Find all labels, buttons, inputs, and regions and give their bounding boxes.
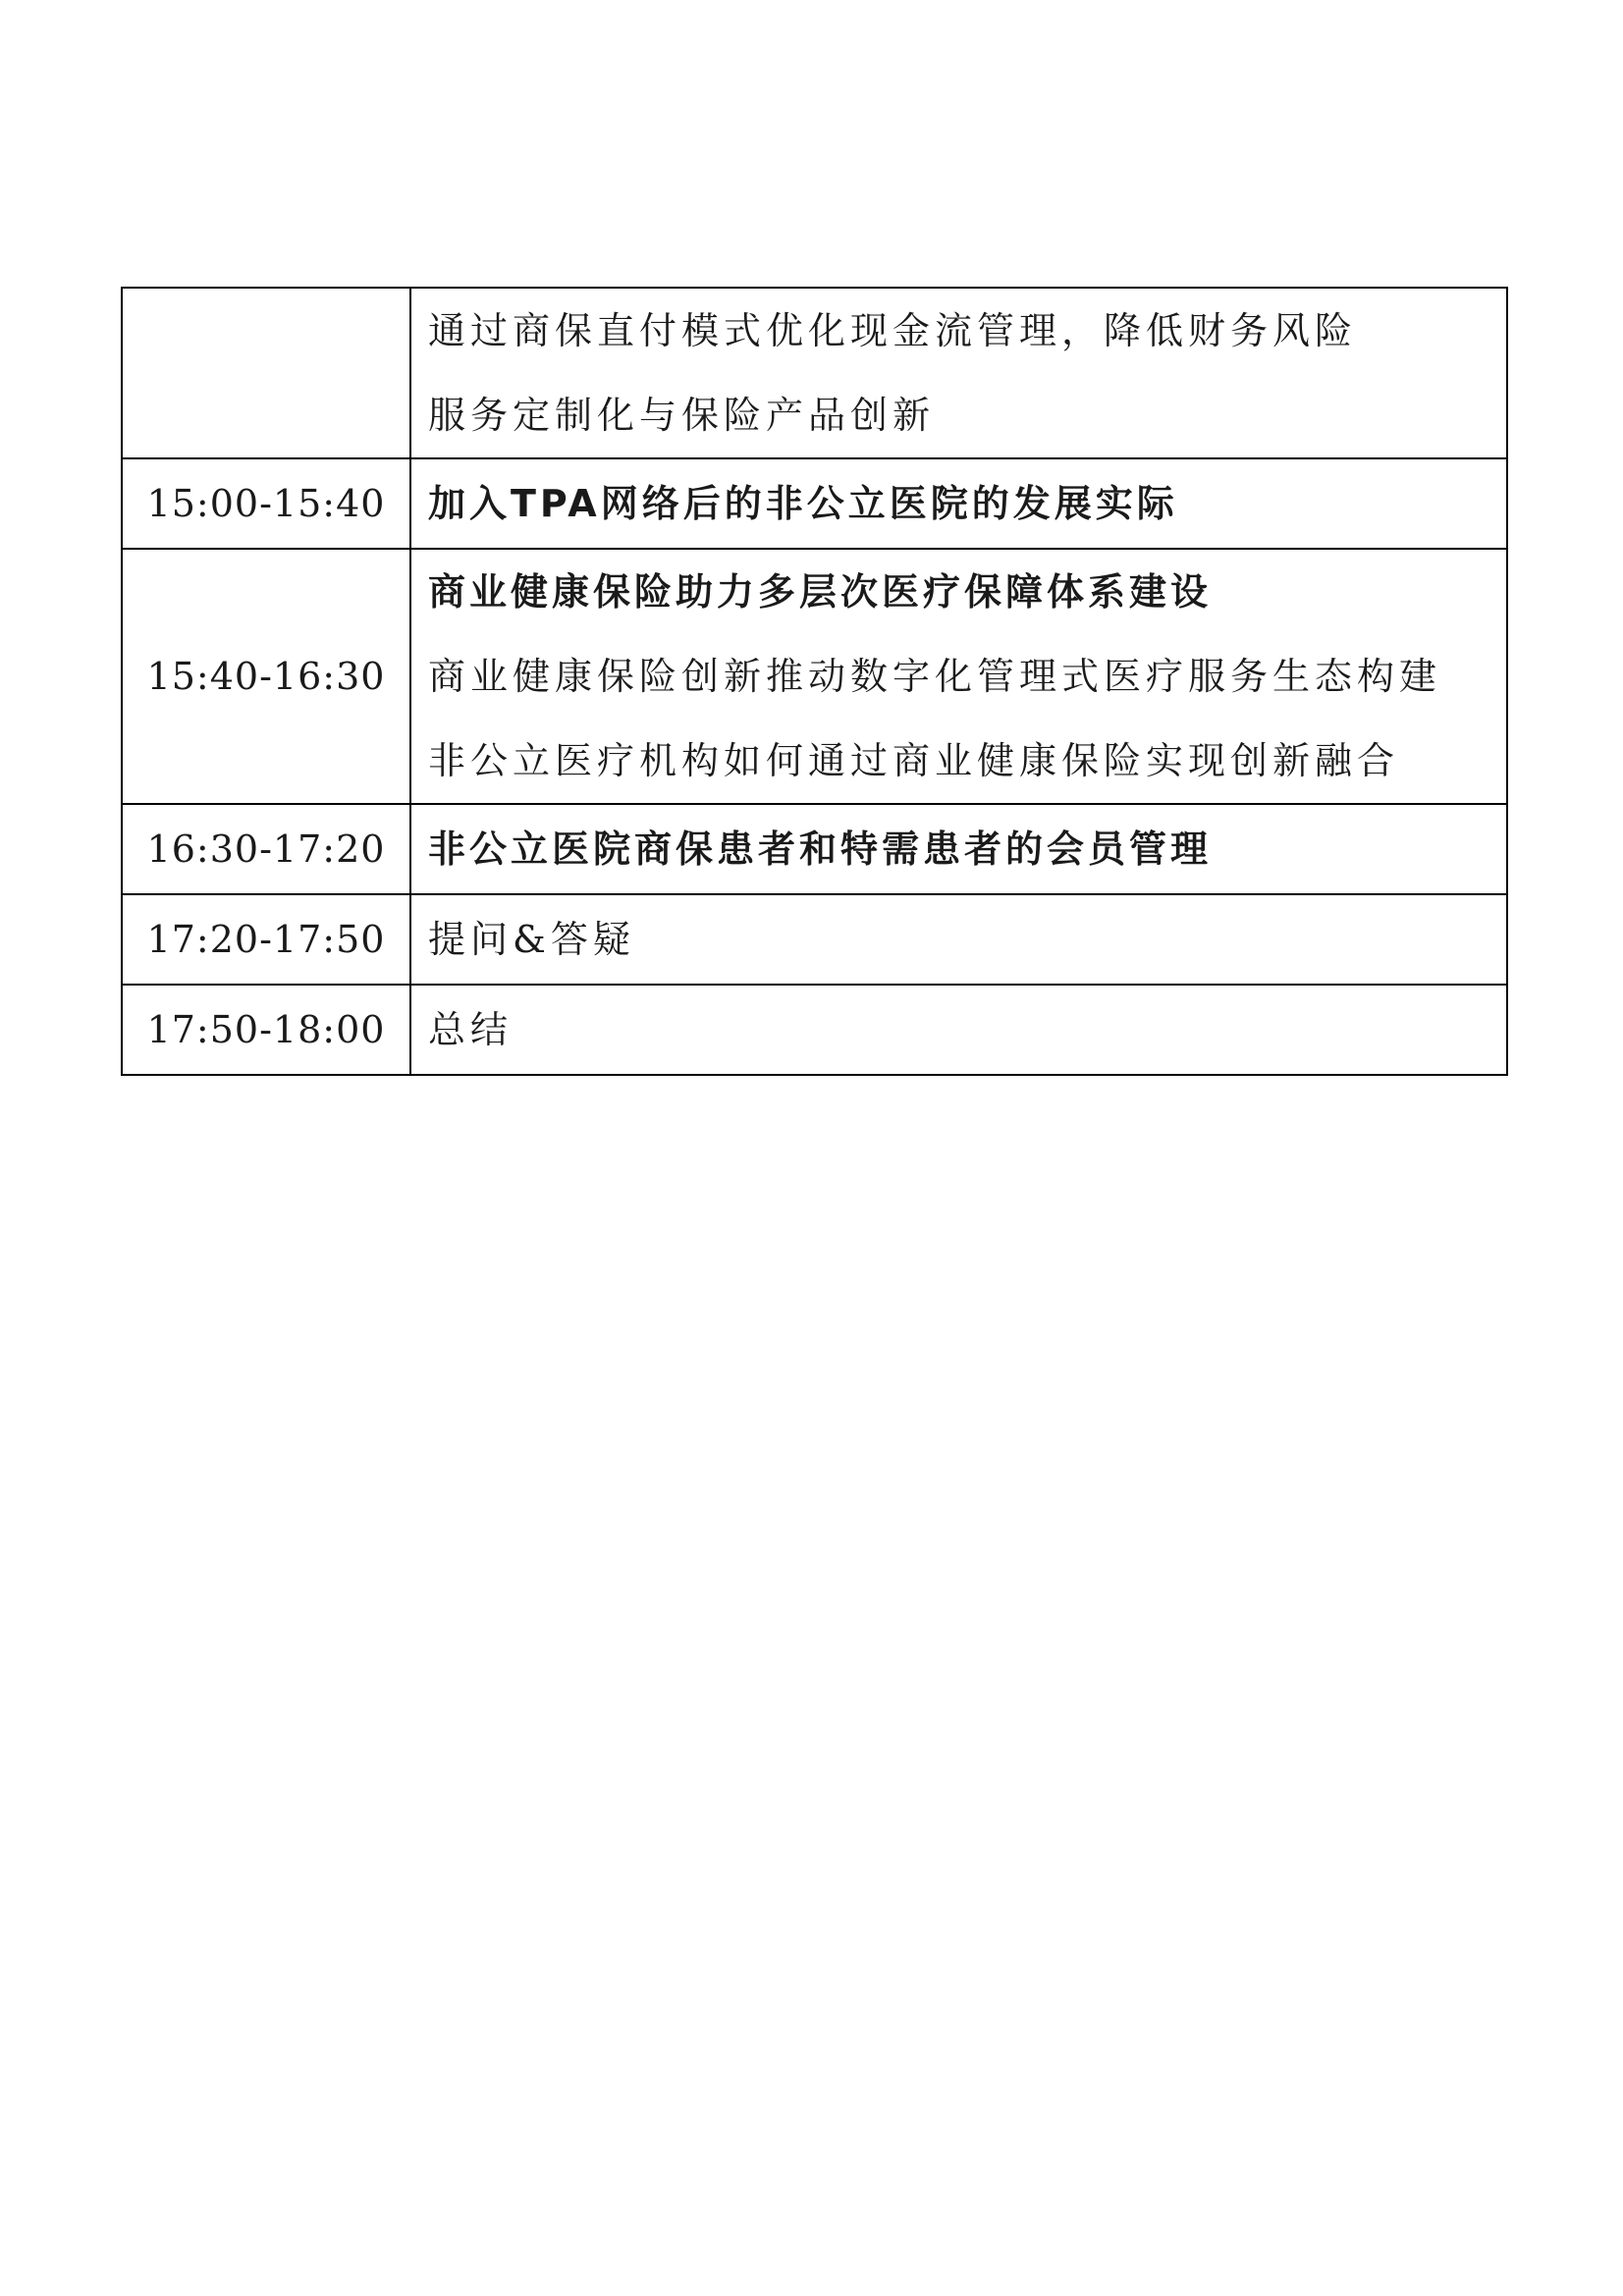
content-cell (410, 985, 1507, 1075)
content-cell (410, 549, 1507, 804)
content-cell (410, 458, 1507, 549)
time-cell: 15:40-16:30 (122, 549, 410, 804)
session-title: 加入TPA网络后的非公立医院的发展实际 (428, 482, 1178, 525)
time-cell: 17:20-17:50 (122, 894, 410, 985)
time-cell: 15:00-15:40 (122, 458, 410, 549)
time-cell (122, 288, 410, 458)
agenda-item: 通过商保直付模式优化现金流管理，降低财务风险 (428, 309, 1358, 352)
table-row (122, 894, 1507, 985)
table-row (122, 549, 1507, 804)
session-title: 非公立医院商保患者和特需患者的会员管理 (428, 828, 1213, 871)
agenda-item: 提问&答疑 (428, 918, 635, 961)
agenda-item: 服务定制化与保险产品创新 (428, 394, 936, 437)
content-cell (410, 804, 1507, 894)
agenda-item: 商业健康保险创新推动数字化管理式医疗服务生态构建 (428, 655, 1442, 698)
session-title: 商业健康保险助力多层次医疗保障体系建设 (428, 570, 1213, 614)
time-cell: 17:50-18:00 (122, 985, 410, 1075)
content-cell (410, 894, 1507, 985)
agenda-item: 总结 (428, 1008, 514, 1051)
table-row (122, 288, 1507, 458)
table-row (122, 458, 1507, 549)
table-row (122, 804, 1507, 894)
agenda-item: 非公立医疗机构如何通过商业健康保险实现创新融合 (428, 739, 1400, 782)
content-cell (410, 288, 1507, 458)
time-cell: 16:30-17:20 (122, 804, 410, 894)
schedule-table (121, 287, 1508, 1076)
table-row (122, 985, 1507, 1075)
